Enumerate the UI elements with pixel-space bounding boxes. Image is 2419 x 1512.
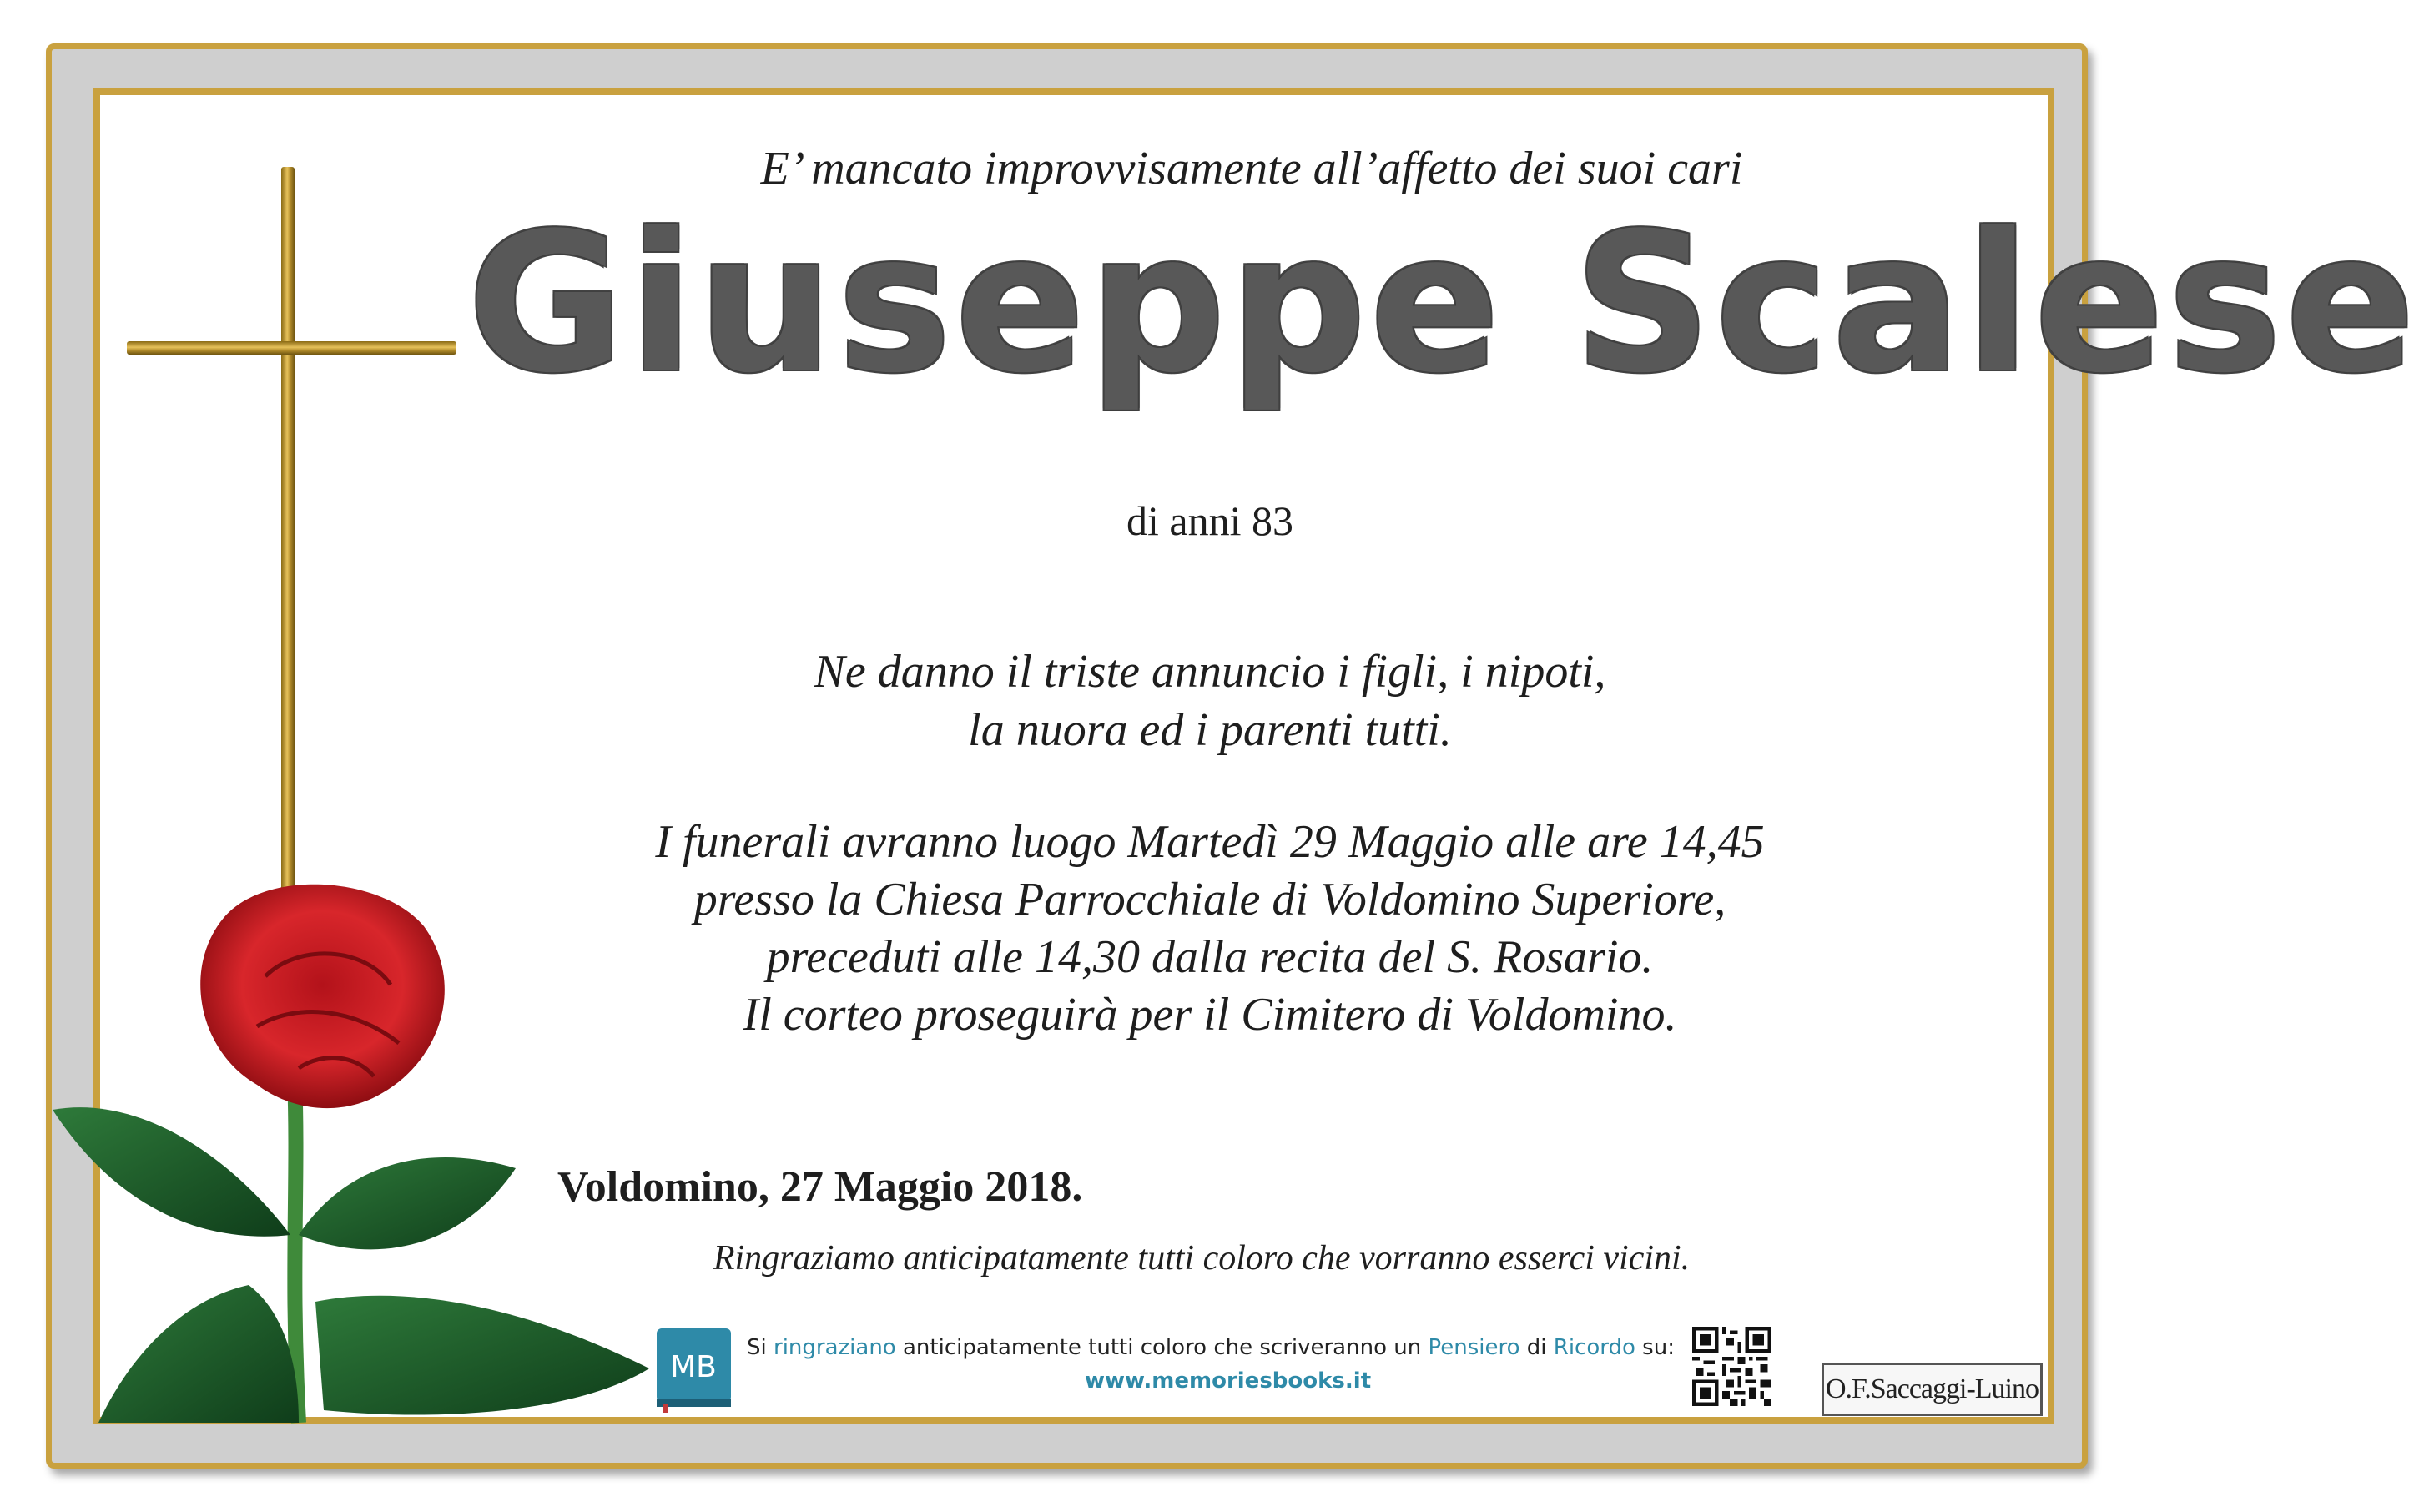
rose-leaf <box>315 1296 649 1415</box>
funeral-home-signature: O.F.Saccaggi-Luino <box>1822 1363 2043 1416</box>
rose-stem <box>295 1076 299 1423</box>
funeral-details-block <box>484 814 1936 1044</box>
age-line: di anni 83 <box>1126 497 1293 544</box>
funeral-line: presso la Chiesa Parrocchiale di Voldomino Superiore, <box>693 874 1726 925</box>
funeral-line: I funerali avranno luogo Martedì 29 Maggio alle are 14,45 <box>655 816 1765 868</box>
announcement-line: Ne danno il triste annuncio i figli, i nipoti, <box>814 646 1606 698</box>
rose-leaf <box>53 1107 290 1237</box>
thanks-line: Ringraziamo anticipatamente tutti coloro che vorranno esserci vicini. <box>713 1239 1691 1278</box>
intro-line: E’ mancato improvvisamente all’affetto dei suoi cari <box>760 143 1743 194</box>
announcement-block <box>501 643 1919 759</box>
logo-text: MB <box>670 1350 717 1384</box>
funeral-line: Il corteo proseguirà per il Cimitero di Voldomino. <box>743 989 1677 1041</box>
invite-highlight: ringraziano <box>774 1335 896 1360</box>
invite-text: su: <box>1635 1335 1675 1360</box>
website-link[interactable]: www.memoriesbooks.it <box>1085 1368 1372 1394</box>
qr-code-icon[interactable] <box>1692 1327 1771 1406</box>
memoriesbooks-invite <box>747 1335 1675 1360</box>
invite-text: Si <box>747 1335 774 1360</box>
rose-leaf <box>98 1285 299 1423</box>
rose-leaf <box>299 1157 516 1249</box>
place-date: Voldomino, 27 Maggio 2018. <box>557 1163 1083 1211</box>
funeral-line: preceduti alle 14,30 dalla recita del S. Rosario. <box>766 931 1654 983</box>
announcement-line: la nuora ed i parenti tutti. <box>968 704 1452 756</box>
memoriesbooks-logo-icon <box>655 1327 733 1413</box>
invite-highlight: Ricordo <box>1553 1335 1635 1360</box>
rose-bloom <box>200 885 445 1108</box>
invite-highlight: Pensiero <box>1428 1335 1520 1360</box>
cross-horizontal-beam <box>127 341 456 355</box>
deceased-name: Giuseppe Scalese <box>467 193 2419 416</box>
invite-text: anticipatamente tutti coloro che scriveranno un <box>895 1335 1429 1360</box>
invite-text: di <box>1519 1335 1554 1360</box>
